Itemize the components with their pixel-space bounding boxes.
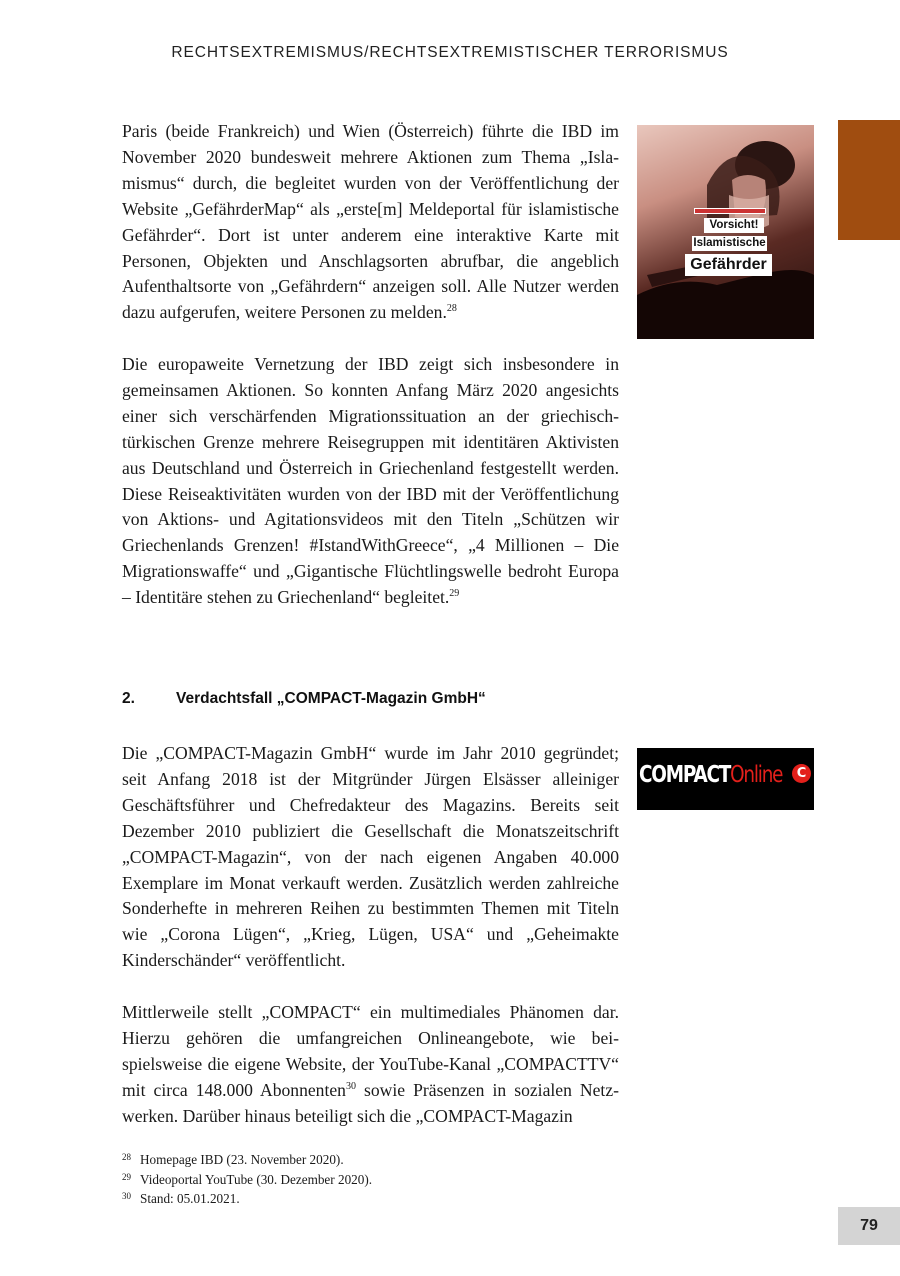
footnote-text: Homepage IBD (23. November 2020). (140, 1152, 344, 1167)
section-heading (122, 690, 486, 708)
footnote-item (122, 1189, 722, 1209)
paragraph-text: Die „COMPACT-Magazin GmbH“ wurde im Jahr 2010 gegründet; seit Anfang 2018 ist der Mitgründer Jürgen Elsässer alleiniger Geschäftsführer und Chefredakteur des Magazins. Bereits seit Dezember 2010 publiziert die Gesellschaft die Monatszeitschrift „COMPACT-Magazin“, von der nach eigenen Angaben 40.000 Exemplare im Monat verkauft werden. Zusätzlich werden zahlreiche Sonderhefte in mehreren Reihen zu bestimmten Themen mit Titeln wie „Corona Lügen“, „Krieg, Lügen, USA“ und „Geheimakte Kinderschänder“ veröffentlicht. (122, 743, 619, 971)
gefaehrder-caption-line2: Islamistische (693, 237, 766, 249)
footnote-text: Stand: 05.01.2021. (140, 1191, 240, 1206)
footnote-text: Videoportal YouTube (30. Dezember 2020). (140, 1171, 373, 1187)
paragraph-text-before: Mittlerweile stellt „COMPACT“ ein multimediales Phänomen dar. Hierzu gehören die umfangreichen Onlineangebote, wie beispielsweise die eigene Website, der YouTube-Kanal „COMPACTTV“ mit circa 148.000 Abonnenten (122, 1002, 619, 1100)
chapter-side-tab (838, 120, 900, 240)
running-header: RECHTSEXTREMISMUS/RECHTSEXTREMISTISCHER TERRORISMUS (171, 44, 729, 61)
paragraph-ibd-vernetzung (122, 352, 619, 611)
footnote-ref: 29 (449, 588, 460, 600)
footnote-item (122, 1150, 722, 1170)
paragraph-ibd-gefaehrdermap (122, 119, 619, 326)
section-title: Verdachtsfall „COMPACT-Magazin GmbH“ (176, 690, 486, 707)
footnote-number: 28 (122, 1152, 131, 1162)
page-number: 79 (838, 1207, 900, 1245)
compact-logo-badge: C (792, 764, 811, 783)
paragraph-text-after: sowie Präsenzen in sozialen Netzwerken. Darüber hinaus beteiligt sich die „COMPACT-Magazin (122, 1079, 619, 1126)
paragraph-compact-gmbh (122, 741, 619, 974)
compact-logo-part1: COMPACT (639, 762, 731, 788)
section-number: 2. (122, 690, 135, 707)
gefaehrder-caption-line3: Gefährder (685, 254, 772, 276)
paragraph-text: Paris (beide Frankreich) und Wien (Österreich) führte die IBD im November 2020 bundesweit mehrere Aktionen zum Thema „Islamismus“ durch, die begleitet wurden von der Veröffentlichung der Website „GefährderMap“ als „erste[m] Meldeportal für islamistische Gefährder“. Dort ist unter anderem eine interaktive Karte mit Personen, Objekten und Anschlagsorten abrufbar, die angeblich Aufenthaltsorte von „Gefährdern“ anzeigen soll. Alle Nutzer werden dazu aufgerufen, weitere Personen zu melden. (122, 121, 619, 323)
compact-online-logo (637, 748, 814, 810)
compact-logo-part2: Online (730, 762, 783, 788)
footnotes (122, 1150, 722, 1209)
gefaehrder-tag-bar (694, 208, 766, 214)
gefaehrder-caption-line1: Vorsicht! (704, 218, 764, 233)
footnote-number: 30 (122, 1191, 131, 1201)
footnote-ref: 30 (345, 1080, 356, 1092)
gefaehrdermap-image (637, 125, 814, 339)
compact-logo-wordmark (639, 762, 782, 788)
paragraph-text: Die europaweite Vernetzung der IBD zeigt sich insbesondere in gemeinsamen Aktionen. So konnten Anfang März 2020 angesichts einer sich verschärfenden Migrationssituation an der griechisch-türkischen Grenze mehrere Reisegruppen mit identitären Aktivisten aus Deutschland und Österreich in Griechenland festgestellt werden. Diese Reiseaktivitäten wurden von der IBD mit der Veröffentlichung von Aktions- und Agitationsvideos mit den Titeln „Schützen wir Griechenlands Grenzen! #IstandWithGreece“, „4 Millionen – Die Migrationswaffe“ und „Gigantische Flüchtlingswelle bedroht Europa – Identitäre stehen zu Griechenland“ begleitet. (122, 354, 619, 608)
footnote-item (122, 1170, 722, 1190)
footnote-ref: 28 (446, 303, 457, 315)
paragraph-compact-multimedia (122, 1000, 619, 1130)
footnote-number: 29 (122, 1171, 131, 1182)
